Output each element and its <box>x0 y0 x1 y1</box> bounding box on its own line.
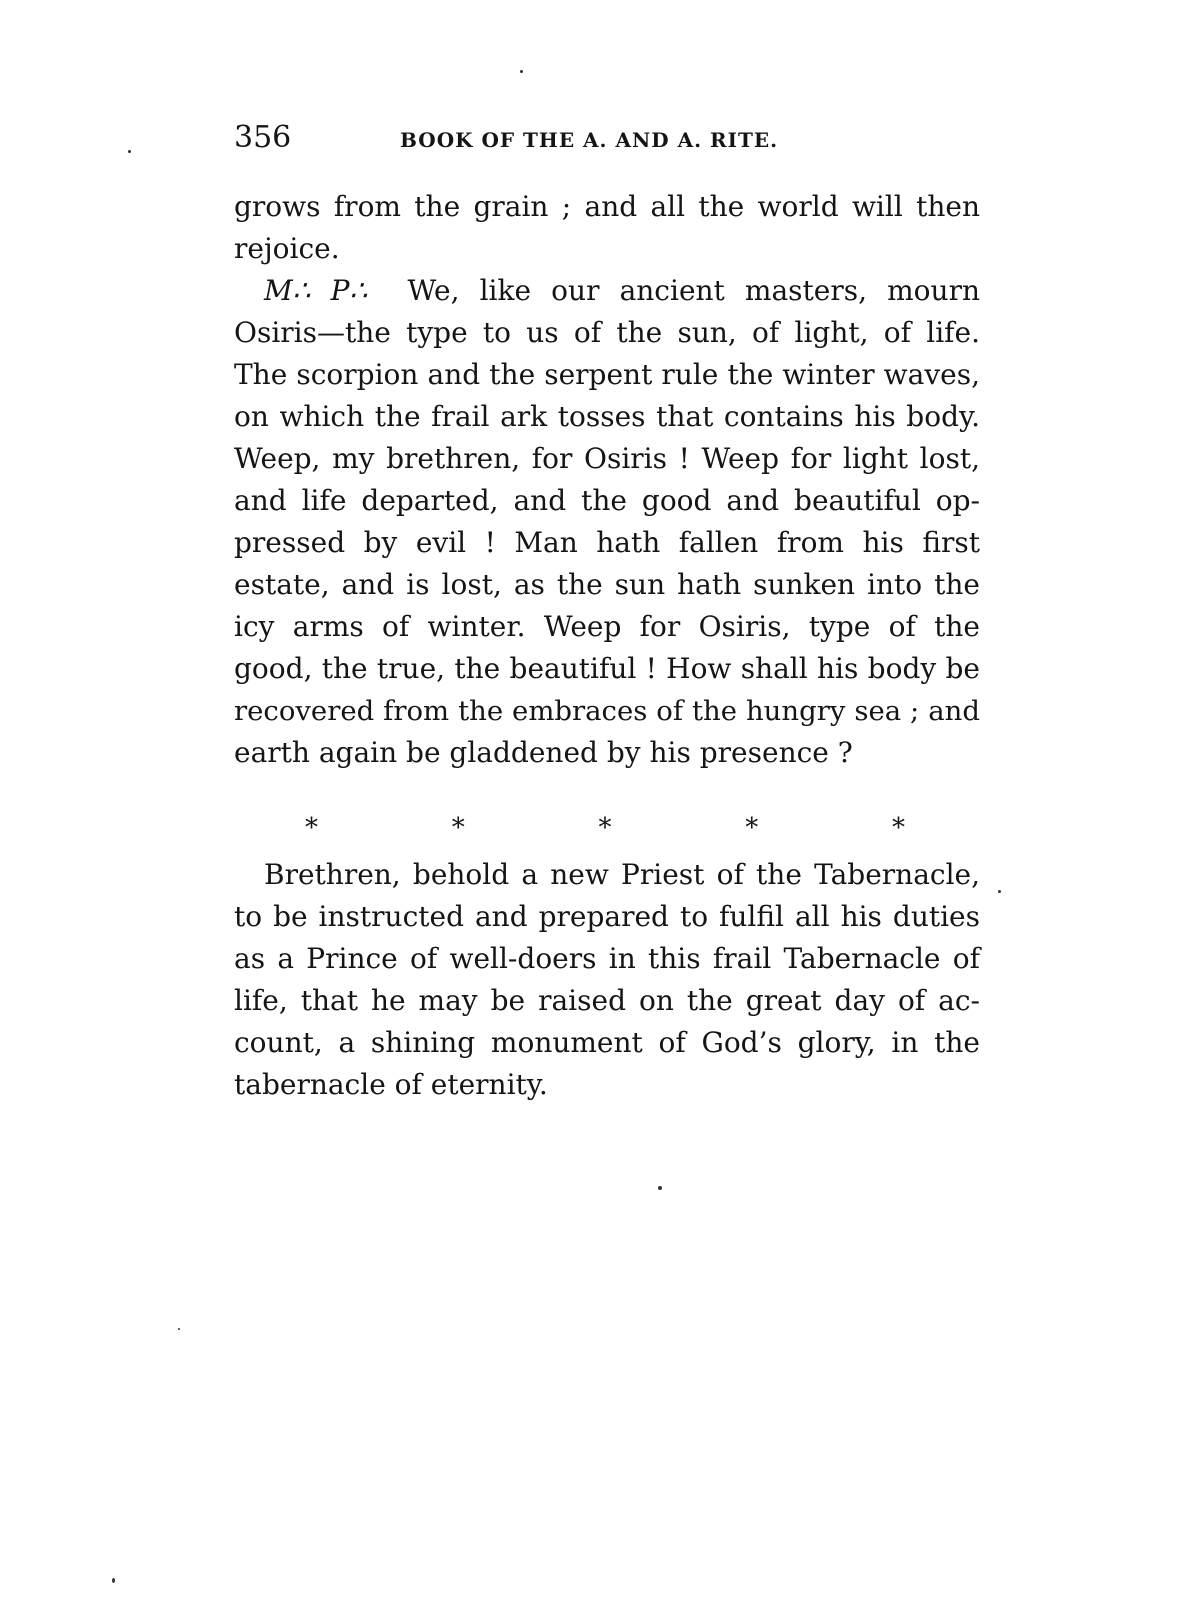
scan-speck <box>520 70 523 73</box>
text-line: Weep, my brethren, for Osiris ! Weep for light lost, <box>234 442 980 475</box>
scan-speck <box>128 150 131 153</box>
text-line <box>234 270 980 312</box>
text-line: recovered from the embraces of the hungry sea ; and <box>234 695 980 727</box>
text-line: pressed by evil ! Man hath fallen from his first <box>234 526 980 559</box>
text-line: as a Prince of well-doers in this frail Tabernacle of <box>234 942 980 975</box>
text-block <box>234 186 980 774</box>
text-line: Brethren, behold a new Priest of the Tabernacle, <box>264 858 980 891</box>
text-line: grows from the grain ; and all the world will then <box>234 190 980 223</box>
page-number: 356 <box>234 120 292 155</box>
scan-speck <box>658 1186 662 1190</box>
running-title: BOOK OF THE A. AND A. RITE. <box>400 128 779 152</box>
scan-speck <box>178 1328 180 1330</box>
line-spacer <box>367 274 407 307</box>
scan-speck <box>112 1578 115 1583</box>
text-line: rejoice. <box>234 232 340 265</box>
separator-star: * <box>745 813 759 843</box>
paragraph <box>234 854 980 1106</box>
separator-star: * <box>598 813 612 843</box>
running-head <box>234 116 980 160</box>
separator-star: * <box>305 813 318 843</box>
text-block <box>234 854 980 1106</box>
text-line: on which the frail ark tosses that contains his body. <box>234 400 980 433</box>
section-separator <box>305 808 905 848</box>
line-text: We, like our ancient masters, mourn <box>407 274 980 307</box>
text-line: life, that he may be raised on the great day of ac- <box>234 984 980 1017</box>
text-line: icy arms of winter. Weep for Osiris, type of the <box>234 610 980 643</box>
text-line: Osiris—the type to us of the sun, of light, of life. <box>234 316 980 349</box>
text-line: good, the true, the beautiful ! How shall his body be <box>234 652 980 685</box>
text-line: and life departed, and the good and beautiful op- <box>234 484 980 517</box>
text-line: estate, and is lost, as the sun hath sunken into the <box>234 568 980 601</box>
speaker-label: M∴ P∴ <box>264 274 368 307</box>
separator-star: * <box>451 813 465 843</box>
paragraph <box>234 186 980 270</box>
scan-speck <box>998 890 1001 893</box>
text-line: The scorpion and the serpent rule the winter waves, <box>234 358 980 391</box>
text-line: earth again be gladdened by his presence ? <box>234 736 853 769</box>
paragraph <box>234 270 980 774</box>
text-line: to be instructed and prepared to fulfil all his duties <box>234 900 980 933</box>
text-line: count, a shining monument of God’s glory, in the <box>234 1026 980 1059</box>
separator-star: * <box>892 813 905 843</box>
text-line: tabernacle of eternity. <box>234 1068 548 1101</box>
